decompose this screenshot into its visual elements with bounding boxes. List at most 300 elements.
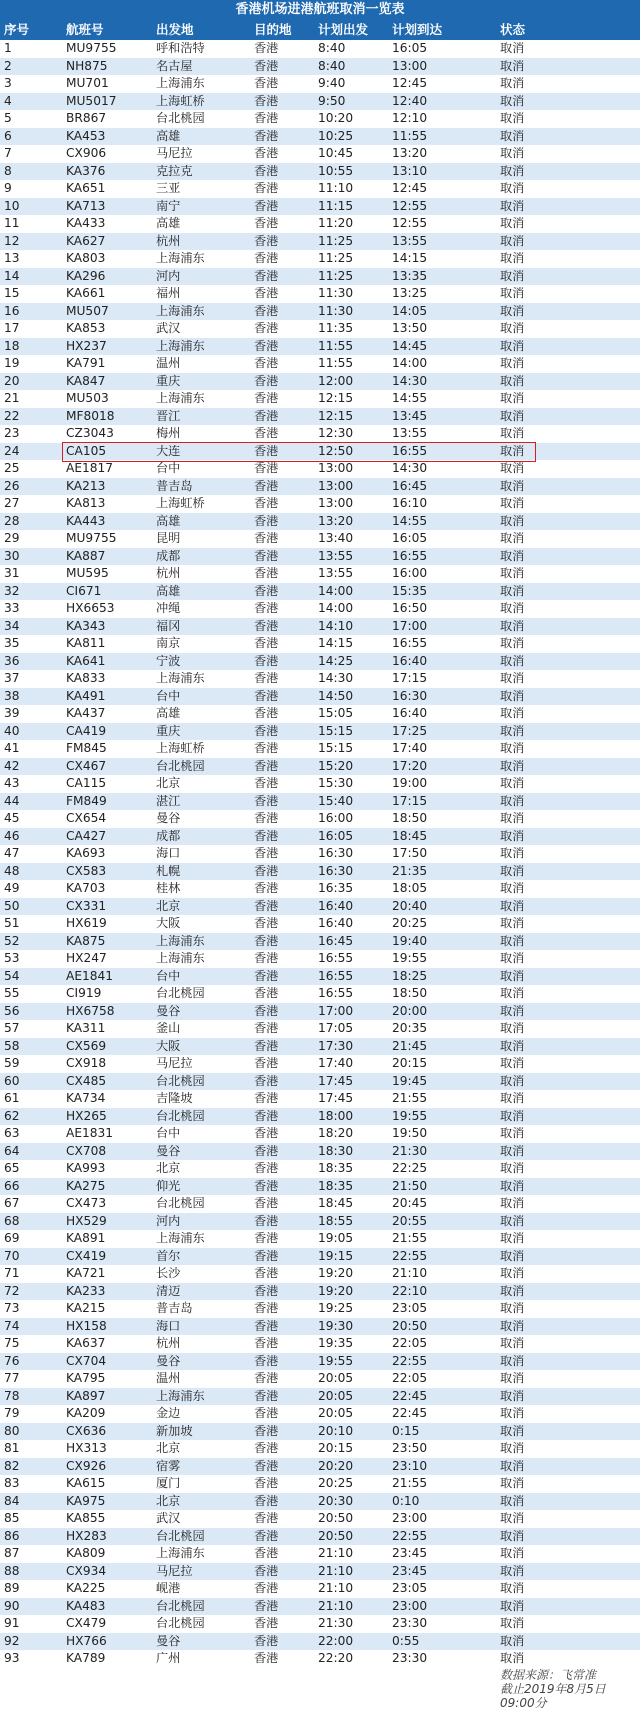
table-row <box>0 985 640 1003</box>
cell-arrival: 18:05 <box>392 881 428 895</box>
table-row <box>0 898 640 916</box>
cell-destination: 香港 <box>254 1091 279 1105</box>
cell-arrival: 23:30 <box>392 1616 428 1630</box>
cell-departure: 21:10 <box>318 1581 354 1595</box>
cell-departure: 15:40 <box>318 793 354 808</box>
cell-flight-no: KA437 <box>66 706 106 720</box>
cell-origin: 台北桃园 <box>156 1108 205 1123</box>
cell-destination: 香港 <box>254 741 279 755</box>
cell-arrival: 23:00 <box>392 1598 428 1613</box>
cell-departure: 20:25 <box>318 1476 354 1490</box>
cell-departure: 8:40 <box>318 41 346 55</box>
cell-status: 取消 <box>500 583 525 598</box>
cell-origin: 成都 <box>156 548 181 563</box>
cell-departure: 14:15 <box>318 636 354 650</box>
cell-flight-no: MF8018 <box>66 408 115 423</box>
cell-destination: 香港 <box>254 1353 279 1368</box>
cell-index: 65 <box>4 1161 20 1175</box>
cell-destination: 香港 <box>254 513 279 528</box>
cell-origin: 三亚 <box>156 181 181 195</box>
cell-departure: 17:45 <box>318 1091 354 1105</box>
cell-index: 54 <box>4 968 20 983</box>
cell-arrival: 14:30 <box>392 373 428 388</box>
cell-origin: 上海浦东 <box>156 391 205 405</box>
cell-status: 取消 <box>500 951 525 965</box>
header-scheduled-arrival: 计划到达 <box>392 22 443 37</box>
cell-flight-no: CX934 <box>66 1563 107 1578</box>
header-flight-no: 航班号 <box>66 22 104 37</box>
cell-status: 取消 <box>500 793 525 808</box>
cell-origin: 福冈 <box>156 618 181 633</box>
cell-status: 取消 <box>500 671 525 685</box>
cell-origin: 长沙 <box>156 1266 181 1280</box>
cell-departure: 20:50 <box>318 1511 354 1525</box>
table-row <box>0 215 640 233</box>
cell-destination: 香港 <box>254 566 279 580</box>
cell-destination: 香港 <box>254 1161 279 1175</box>
cell-departure: 9:40 <box>318 76 346 90</box>
cell-arrival: 0:15 <box>392 1423 420 1438</box>
cell-status: 取消 <box>500 933 525 948</box>
table-row <box>0 950 640 968</box>
cell-index: 81 <box>4 1441 20 1455</box>
cell-origin: 重庆 <box>156 723 181 738</box>
cell-departure: 22:00 <box>318 1633 354 1648</box>
cell-index: 22 <box>4 408 20 423</box>
cell-destination: 香港 <box>254 233 279 248</box>
cell-index: 37 <box>4 671 20 685</box>
cell-destination: 香港 <box>254 951 279 965</box>
cell-arrival: 16:10 <box>392 496 428 510</box>
cell-status: 取消 <box>500 758 525 773</box>
cell-destination: 香港 <box>254 1651 279 1665</box>
cell-origin: 岘港 <box>156 1581 181 1595</box>
cell-destination: 香港 <box>254 1633 279 1648</box>
cell-origin: 台北桃园 <box>156 986 205 1000</box>
cell-destination: 香港 <box>254 1598 279 1613</box>
cell-destination: 香港 <box>254 1423 279 1438</box>
cell-status: 取消 <box>500 1563 525 1578</box>
table-row <box>0 1650 640 1668</box>
cell-index: 44 <box>4 793 20 808</box>
table-row <box>0 1440 640 1458</box>
cell-departure: 13:00 <box>318 478 354 493</box>
cell-status: 取消 <box>500 461 525 475</box>
cell-arrival: 16:05 <box>392 41 428 55</box>
table-row <box>0 1213 640 1231</box>
cell-destination: 香港 <box>254 1493 279 1508</box>
cell-status: 取消 <box>500 1073 525 1088</box>
cell-destination: 香港 <box>254 443 279 458</box>
cell-arrival: 23:50 <box>392 1441 428 1455</box>
cell-status: 取消 <box>500 513 525 528</box>
cell-departure: 10:25 <box>318 128 354 143</box>
cell-status: 取消 <box>500 496 525 510</box>
cell-departure: 14:25 <box>318 653 354 668</box>
cell-status: 取消 <box>500 1091 525 1105</box>
cell-origin: 台中 <box>156 688 181 703</box>
cell-arrival: 17:25 <box>392 723 428 738</box>
cell-origin: 高雄 <box>156 216 181 230</box>
cell-departure: 14:10 <box>318 618 354 633</box>
cell-origin: 上海浦东 <box>156 951 205 965</box>
cell-destination: 香港 <box>254 461 279 475</box>
cell-index: 91 <box>4 1616 20 1630</box>
table-row <box>0 460 640 478</box>
cell-departure: 11:15 <box>318 198 354 213</box>
cell-destination: 香港 <box>254 723 279 738</box>
cell-index: 8 <box>4 163 12 178</box>
cell-departure: 18:35 <box>318 1178 354 1193</box>
table-row <box>0 425 640 443</box>
table-row <box>0 810 640 828</box>
cell-destination: 香港 <box>254 1616 279 1630</box>
cell-departure: 11:25 <box>318 233 354 248</box>
cell-departure: 10:45 <box>318 146 354 160</box>
cell-status: 取消 <box>500 146 525 160</box>
cell-origin: 马尼拉 <box>156 1056 193 1070</box>
cell-arrival: 22:10 <box>392 1283 428 1298</box>
cell-flight-no: KA491 <box>66 688 106 703</box>
cell-origin: 广州 <box>156 1651 181 1665</box>
table-row <box>0 355 640 373</box>
cell-departure: 12:50 <box>318 443 354 458</box>
cell-origin: 上海浦东 <box>156 1388 205 1403</box>
cell-status: 取消 <box>500 181 525 195</box>
cell-index: 80 <box>4 1423 20 1438</box>
cell-origin: 克拉克 <box>156 163 193 178</box>
cell-origin: 普吉岛 <box>156 478 193 493</box>
table-row <box>0 478 640 496</box>
cell-index: 87 <box>4 1546 20 1560</box>
cell-destination: 香港 <box>254 986 279 1000</box>
cell-index: 28 <box>4 513 20 528</box>
cell-flight-no: KA213 <box>66 478 106 493</box>
cell-flight-no: HX619 <box>66 916 107 930</box>
cell-origin: 南宁 <box>156 198 181 213</box>
cell-status: 取消 <box>500 706 525 720</box>
table-row <box>0 915 640 933</box>
table-row <box>0 688 640 706</box>
cell-destination: 香港 <box>254 1336 279 1350</box>
cell-index: 17 <box>4 321 20 335</box>
cell-status: 取消 <box>500 1441 525 1455</box>
cell-arrival: 15:35 <box>392 583 428 598</box>
cell-arrival: 16:45 <box>392 478 428 493</box>
cell-departure: 13:20 <box>318 513 354 528</box>
cell-arrival: 22:05 <box>392 1336 428 1350</box>
cell-status: 取消 <box>500 1003 525 1018</box>
cell-flight-no: MU701 <box>66 76 109 90</box>
table-row <box>0 1195 640 1213</box>
cell-destination: 香港 <box>254 706 279 720</box>
table-row <box>0 1493 640 1511</box>
cell-destination: 香港 <box>254 776 279 790</box>
cell-arrival: 20:15 <box>392 1056 428 1070</box>
table-row <box>0 1633 640 1651</box>
cell-origin: 杭州 <box>156 566 181 580</box>
cell-index: 43 <box>4 776 20 790</box>
cell-origin: 河内 <box>156 268 181 283</box>
cell-status: 取消 <box>500 916 525 930</box>
cell-status: 取消 <box>500 1633 525 1648</box>
cell-status: 取消 <box>500 1213 525 1228</box>
table-row <box>0 1458 640 1476</box>
cell-index: 53 <box>4 951 20 965</box>
cell-destination: 香港 <box>254 181 279 195</box>
cell-origin: 金边 <box>156 1406 181 1420</box>
cell-destination: 香港 <box>254 1563 279 1578</box>
cell-departure: 20:10 <box>318 1423 354 1438</box>
cell-arrival: 13:00 <box>392 58 428 73</box>
cell-flight-no: KA811 <box>66 636 106 650</box>
cell-flight-no: BR867 <box>66 111 107 125</box>
cell-index: 79 <box>4 1406 20 1420</box>
cell-departure: 13:40 <box>318 531 354 545</box>
table-row <box>0 1230 640 1248</box>
cell-origin: 台中 <box>156 461 181 475</box>
table-row <box>0 530 640 548</box>
cell-departure: 11:30 <box>318 303 354 318</box>
cell-origin: 马尼拉 <box>156 1563 193 1578</box>
highlight-box <box>62 442 536 462</box>
cell-origin: 首尔 <box>156 1248 181 1263</box>
cell-destination: 香港 <box>254 58 279 73</box>
cell-origin: 大阪 <box>156 1038 181 1053</box>
cell-origin: 上海虹桥 <box>156 93 205 108</box>
cell-index: 62 <box>4 1108 20 1123</box>
cell-destination: 香港 <box>254 1476 279 1490</box>
table-row <box>0 1300 640 1318</box>
cell-index: 86 <box>4 1528 20 1543</box>
table-row <box>0 233 640 251</box>
table-row <box>0 250 640 268</box>
table-row <box>0 1598 640 1616</box>
cell-flight-no: MU9755 <box>66 41 117 55</box>
cell-departure: 11:20 <box>318 216 354 230</box>
cell-origin: 北京 <box>156 1441 181 1455</box>
cell-arrival: 18:50 <box>392 811 428 825</box>
cell-departure: 19:20 <box>318 1283 354 1298</box>
cell-origin: 杭州 <box>156 233 181 248</box>
cell-origin: 上海浦东 <box>156 1231 205 1245</box>
cell-index: 20 <box>4 373 20 388</box>
cell-origin: 台北桃园 <box>156 1598 205 1613</box>
cell-arrival: 12:55 <box>392 216 428 230</box>
cell-arrival: 22:25 <box>392 1161 428 1175</box>
cell-status: 取消 <box>500 601 525 615</box>
table-row <box>0 1388 640 1406</box>
table-row <box>0 828 640 846</box>
cell-index: 61 <box>4 1091 20 1105</box>
cell-status: 取消 <box>500 618 525 633</box>
cell-arrival: 16:55 <box>392 548 428 563</box>
table-row <box>0 845 640 863</box>
cell-flight-no: CX583 <box>66 863 107 878</box>
cell-destination: 香港 <box>254 1073 279 1088</box>
cell-origin: 北京 <box>156 1493 181 1508</box>
cell-flight-no: KA627 <box>66 233 106 248</box>
cell-arrival: 11:55 <box>392 128 428 143</box>
cell-arrival: 21:55 <box>392 1476 428 1490</box>
cell-origin: 曼谷 <box>156 811 181 825</box>
cell-arrival: 18:25 <box>392 968 428 983</box>
cell-departure: 20:20 <box>318 1458 354 1473</box>
cell-flight-no: KA376 <box>66 163 106 178</box>
cell-status: 取消 <box>500 373 525 388</box>
cell-origin: 台北桃园 <box>156 1073 205 1088</box>
cell-index: 64 <box>4 1143 20 1158</box>
cell-status: 取消 <box>500 478 525 493</box>
cell-departure: 18:00 <box>318 1108 354 1123</box>
cell-origin: 台中 <box>156 1126 181 1140</box>
footer-note <box>500 1668 638 1710</box>
cell-index: 5 <box>4 111 12 125</box>
cell-flight-no: FM845 <box>66 741 107 755</box>
cell-arrival: 16:50 <box>392 601 428 615</box>
cell-departure: 21:30 <box>318 1616 354 1630</box>
cell-flight-no: CX331 <box>66 898 107 913</box>
cell-index: 72 <box>4 1283 20 1298</box>
cell-destination: 香港 <box>254 1143 279 1158</box>
cell-index: 46 <box>4 828 20 843</box>
cell-flight-no: HX237 <box>66 338 107 353</box>
cell-destination: 香港 <box>254 671 279 685</box>
cell-index: 13 <box>4 251 20 265</box>
cell-index: 32 <box>4 583 20 598</box>
cell-destination: 香港 <box>254 583 279 598</box>
cell-origin: 高雄 <box>156 128 181 143</box>
cell-origin: 北京 <box>156 776 181 790</box>
cell-flight-no: AE1831 <box>66 1126 114 1140</box>
cell-destination: 香港 <box>254 496 279 510</box>
cell-flight-no: CI671 <box>66 583 102 598</box>
cell-flight-no: KA453 <box>66 128 106 143</box>
table-row <box>0 1353 640 1371</box>
cell-arrival: 17:40 <box>392 741 428 755</box>
cell-index: 16 <box>4 303 20 318</box>
cell-arrival: 19:40 <box>392 933 428 948</box>
table-row <box>0 968 640 986</box>
cell-destination: 香港 <box>254 146 279 160</box>
cell-arrival: 19:00 <box>392 776 428 790</box>
cell-destination: 香港 <box>254 758 279 773</box>
cell-flight-no: KA637 <box>66 1336 106 1350</box>
cell-origin: 上海虹桥 <box>156 741 205 755</box>
cell-departure: 17:30 <box>318 1038 354 1053</box>
cell-flight-no: KA721 <box>66 1266 106 1280</box>
cell-destination: 香港 <box>254 1371 279 1385</box>
cell-origin: 厦门 <box>156 1476 181 1490</box>
table-row <box>0 1073 640 1091</box>
cell-departure: 12:00 <box>318 373 354 388</box>
cell-origin: 曼谷 <box>156 1143 181 1158</box>
cell-arrival: 23:45 <box>392 1563 428 1578</box>
cell-origin: 成都 <box>156 828 181 843</box>
table-row <box>0 1563 640 1581</box>
cell-status: 取消 <box>500 1581 525 1595</box>
table-row <box>0 1510 640 1528</box>
cell-departure: 19:25 <box>318 1301 354 1315</box>
cell-index: 27 <box>4 496 20 510</box>
cell-status: 取消 <box>500 688 525 703</box>
cell-flight-no: KA734 <box>66 1091 106 1105</box>
cell-index: 93 <box>4 1651 20 1665</box>
cell-flight-no: KA813 <box>66 496 106 510</box>
cell-status: 取消 <box>500 1476 525 1490</box>
table-row <box>0 1405 640 1423</box>
cell-arrival: 17:15 <box>392 793 428 808</box>
cell-status: 取消 <box>500 391 525 405</box>
cell-destination: 香港 <box>254 478 279 493</box>
cell-departure: 19:35 <box>318 1336 354 1350</box>
cell-flight-no: HX6653 <box>66 601 115 615</box>
cell-flight-no: KA887 <box>66 548 106 563</box>
table-row <box>0 1055 640 1073</box>
cell-departure: 20:05 <box>318 1406 354 1420</box>
cell-destination: 香港 <box>254 268 279 283</box>
cell-flight-no: KA833 <box>66 671 106 685</box>
cell-index: 30 <box>4 548 20 563</box>
cell-flight-no: CA105 <box>66 443 107 458</box>
cell-index: 38 <box>4 688 20 703</box>
cell-arrival: 0:10 <box>392 1493 420 1508</box>
cell-arrival: 14:30 <box>392 461 428 475</box>
cell-index: 40 <box>4 723 20 738</box>
table-row <box>0 723 640 741</box>
cell-status: 取消 <box>500 1301 525 1315</box>
cell-status: 取消 <box>500 163 525 178</box>
cell-arrival: 21:55 <box>392 1091 428 1105</box>
cell-departure: 12:15 <box>318 391 354 405</box>
cell-index: 49 <box>4 881 20 895</box>
cell-origin: 上海浦东 <box>156 303 205 318</box>
cell-flight-no: CX569 <box>66 1038 107 1053</box>
cell-arrival: 19:55 <box>392 951 428 965</box>
cell-origin: 台北桃园 <box>156 1196 205 1210</box>
cell-destination: 香港 <box>254 1196 279 1210</box>
cell-departure: 10:20 <box>318 111 354 125</box>
table-row <box>0 1335 640 1353</box>
table-row <box>0 1475 640 1493</box>
cell-arrival: 13:35 <box>392 268 428 283</box>
cell-arrival: 16:55 <box>392 636 428 650</box>
cell-status: 取消 <box>500 1248 525 1263</box>
cell-flight-no: KA975 <box>66 1493 106 1508</box>
cell-departure: 18:45 <box>318 1196 354 1210</box>
cell-arrival: 18:50 <box>392 986 428 1000</box>
table-row <box>0 1370 640 1388</box>
cell-arrival: 23:10 <box>392 1458 428 1473</box>
cell-status: 取消 <box>500 811 525 825</box>
cell-arrival: 23:45 <box>392 1546 428 1560</box>
cell-arrival: 13:10 <box>392 163 428 178</box>
cell-flight-no: HX313 <box>66 1441 107 1455</box>
cell-index: 56 <box>4 1003 20 1018</box>
cell-arrival: 23:00 <box>392 1511 428 1525</box>
cell-status: 取消 <box>500 1423 525 1438</box>
cell-flight-no: KA847 <box>66 373 106 388</box>
table-row <box>0 1125 640 1143</box>
cell-origin: 昆明 <box>156 531 181 545</box>
cell-destination: 香港 <box>254 1108 279 1123</box>
cell-origin: 仰光 <box>156 1178 181 1193</box>
table-row <box>0 1248 640 1266</box>
cell-status: 取消 <box>500 76 525 90</box>
cell-departure: 11:30 <box>318 286 354 300</box>
cell-origin: 重庆 <box>156 373 181 388</box>
cell-departure: 15:30 <box>318 776 354 790</box>
